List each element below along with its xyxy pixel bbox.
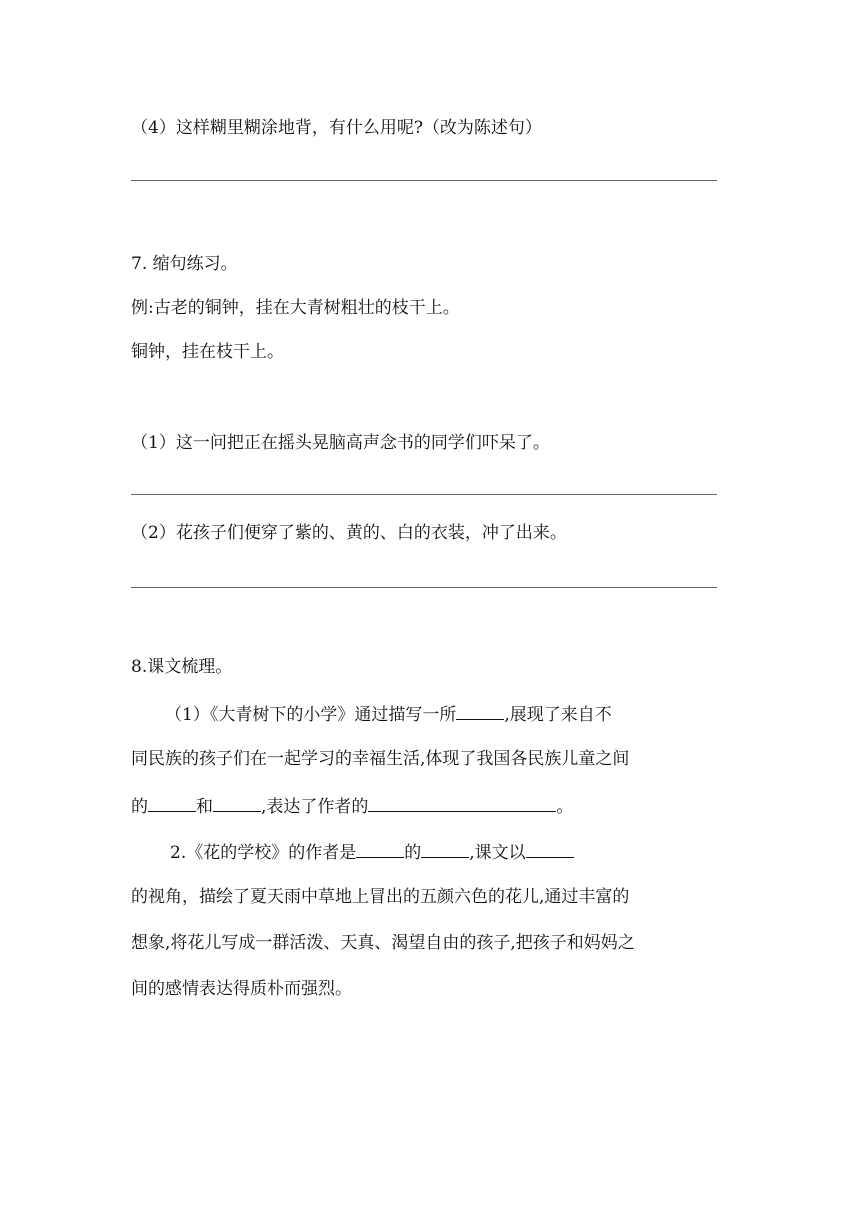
question-6-item-4: （4）这样糊里糊涂地背，有什么用呢?（改为陈述句） (131, 118, 542, 138)
q8-paragraph-1-line-2: 同民族的孩子们在一起学习的幸福生活,体现了我国各民族儿童之间 (131, 749, 630, 769)
q8-p1-text-b: ,展现了来自不 (504, 705, 612, 725)
answer-line (131, 180, 717, 181)
fill-blank[interactable] (421, 839, 469, 858)
fill-blank[interactable] (148, 793, 196, 812)
question-7-title: 7. 缩句练习。 (131, 254, 238, 274)
fill-blank[interactable] (356, 839, 404, 858)
answer-line (131, 587, 717, 588)
fill-blank[interactable] (526, 839, 574, 858)
q8-paragraph-2-line-4: 间的感情表达得质朴而强烈。 (131, 979, 352, 999)
q8-paragraph-1-line-1 (165, 701, 612, 727)
q8-p2-text-a: 2.《花的学校》的作者是 (170, 843, 357, 863)
q8-paragraph-2-line-2: 的视角，描绘了夏天雨中草地上冒出的五颜六色的花儿,通过丰富的 (131, 887, 630, 907)
q8-paragraph-1-line-3 (131, 793, 573, 819)
q8-p2-text-b: 的 (404, 843, 422, 863)
q8-p1-text-e: ,表达了作者的 (261, 797, 369, 817)
fill-blank[interactable] (456, 701, 504, 720)
question-8-title: 8.课文梳理。 (131, 657, 233, 677)
q8-p1-text-d: 和 (196, 797, 213, 817)
q8-p1-text-c: 的 (131, 797, 148, 817)
fill-blank[interactable] (368, 793, 556, 812)
question-7-example: 例:古老的铜钟，挂在大青树粗壮的枝干上。 (131, 298, 460, 318)
q8-p1-text-a: （1）《大青树下的小学》通过描写一所 (165, 705, 457, 725)
question-7-item-2: （2）花孩子们便穿了紫的、黄的、白的衣装，冲了出来。 (131, 523, 567, 543)
question-7-example-answer: 铜钟，挂在枝干上。 (131, 342, 284, 362)
q8-p1-text-f: 。 (556, 797, 574, 817)
answer-line (131, 494, 717, 495)
fill-blank[interactable] (213, 793, 261, 812)
question-7-item-1: （1）这一问把正在摇头晃脑高声念书的同学们吓呆了。 (131, 433, 550, 453)
q8-paragraph-2-line-3: 想象,将花儿写成一群活泼、天真、渴望自由的孩子,把孩子和妈妈之 (131, 933, 635, 953)
q8-p2-text-c: ,课文以 (469, 843, 526, 863)
q8-paragraph-2-line-1 (170, 839, 574, 865)
